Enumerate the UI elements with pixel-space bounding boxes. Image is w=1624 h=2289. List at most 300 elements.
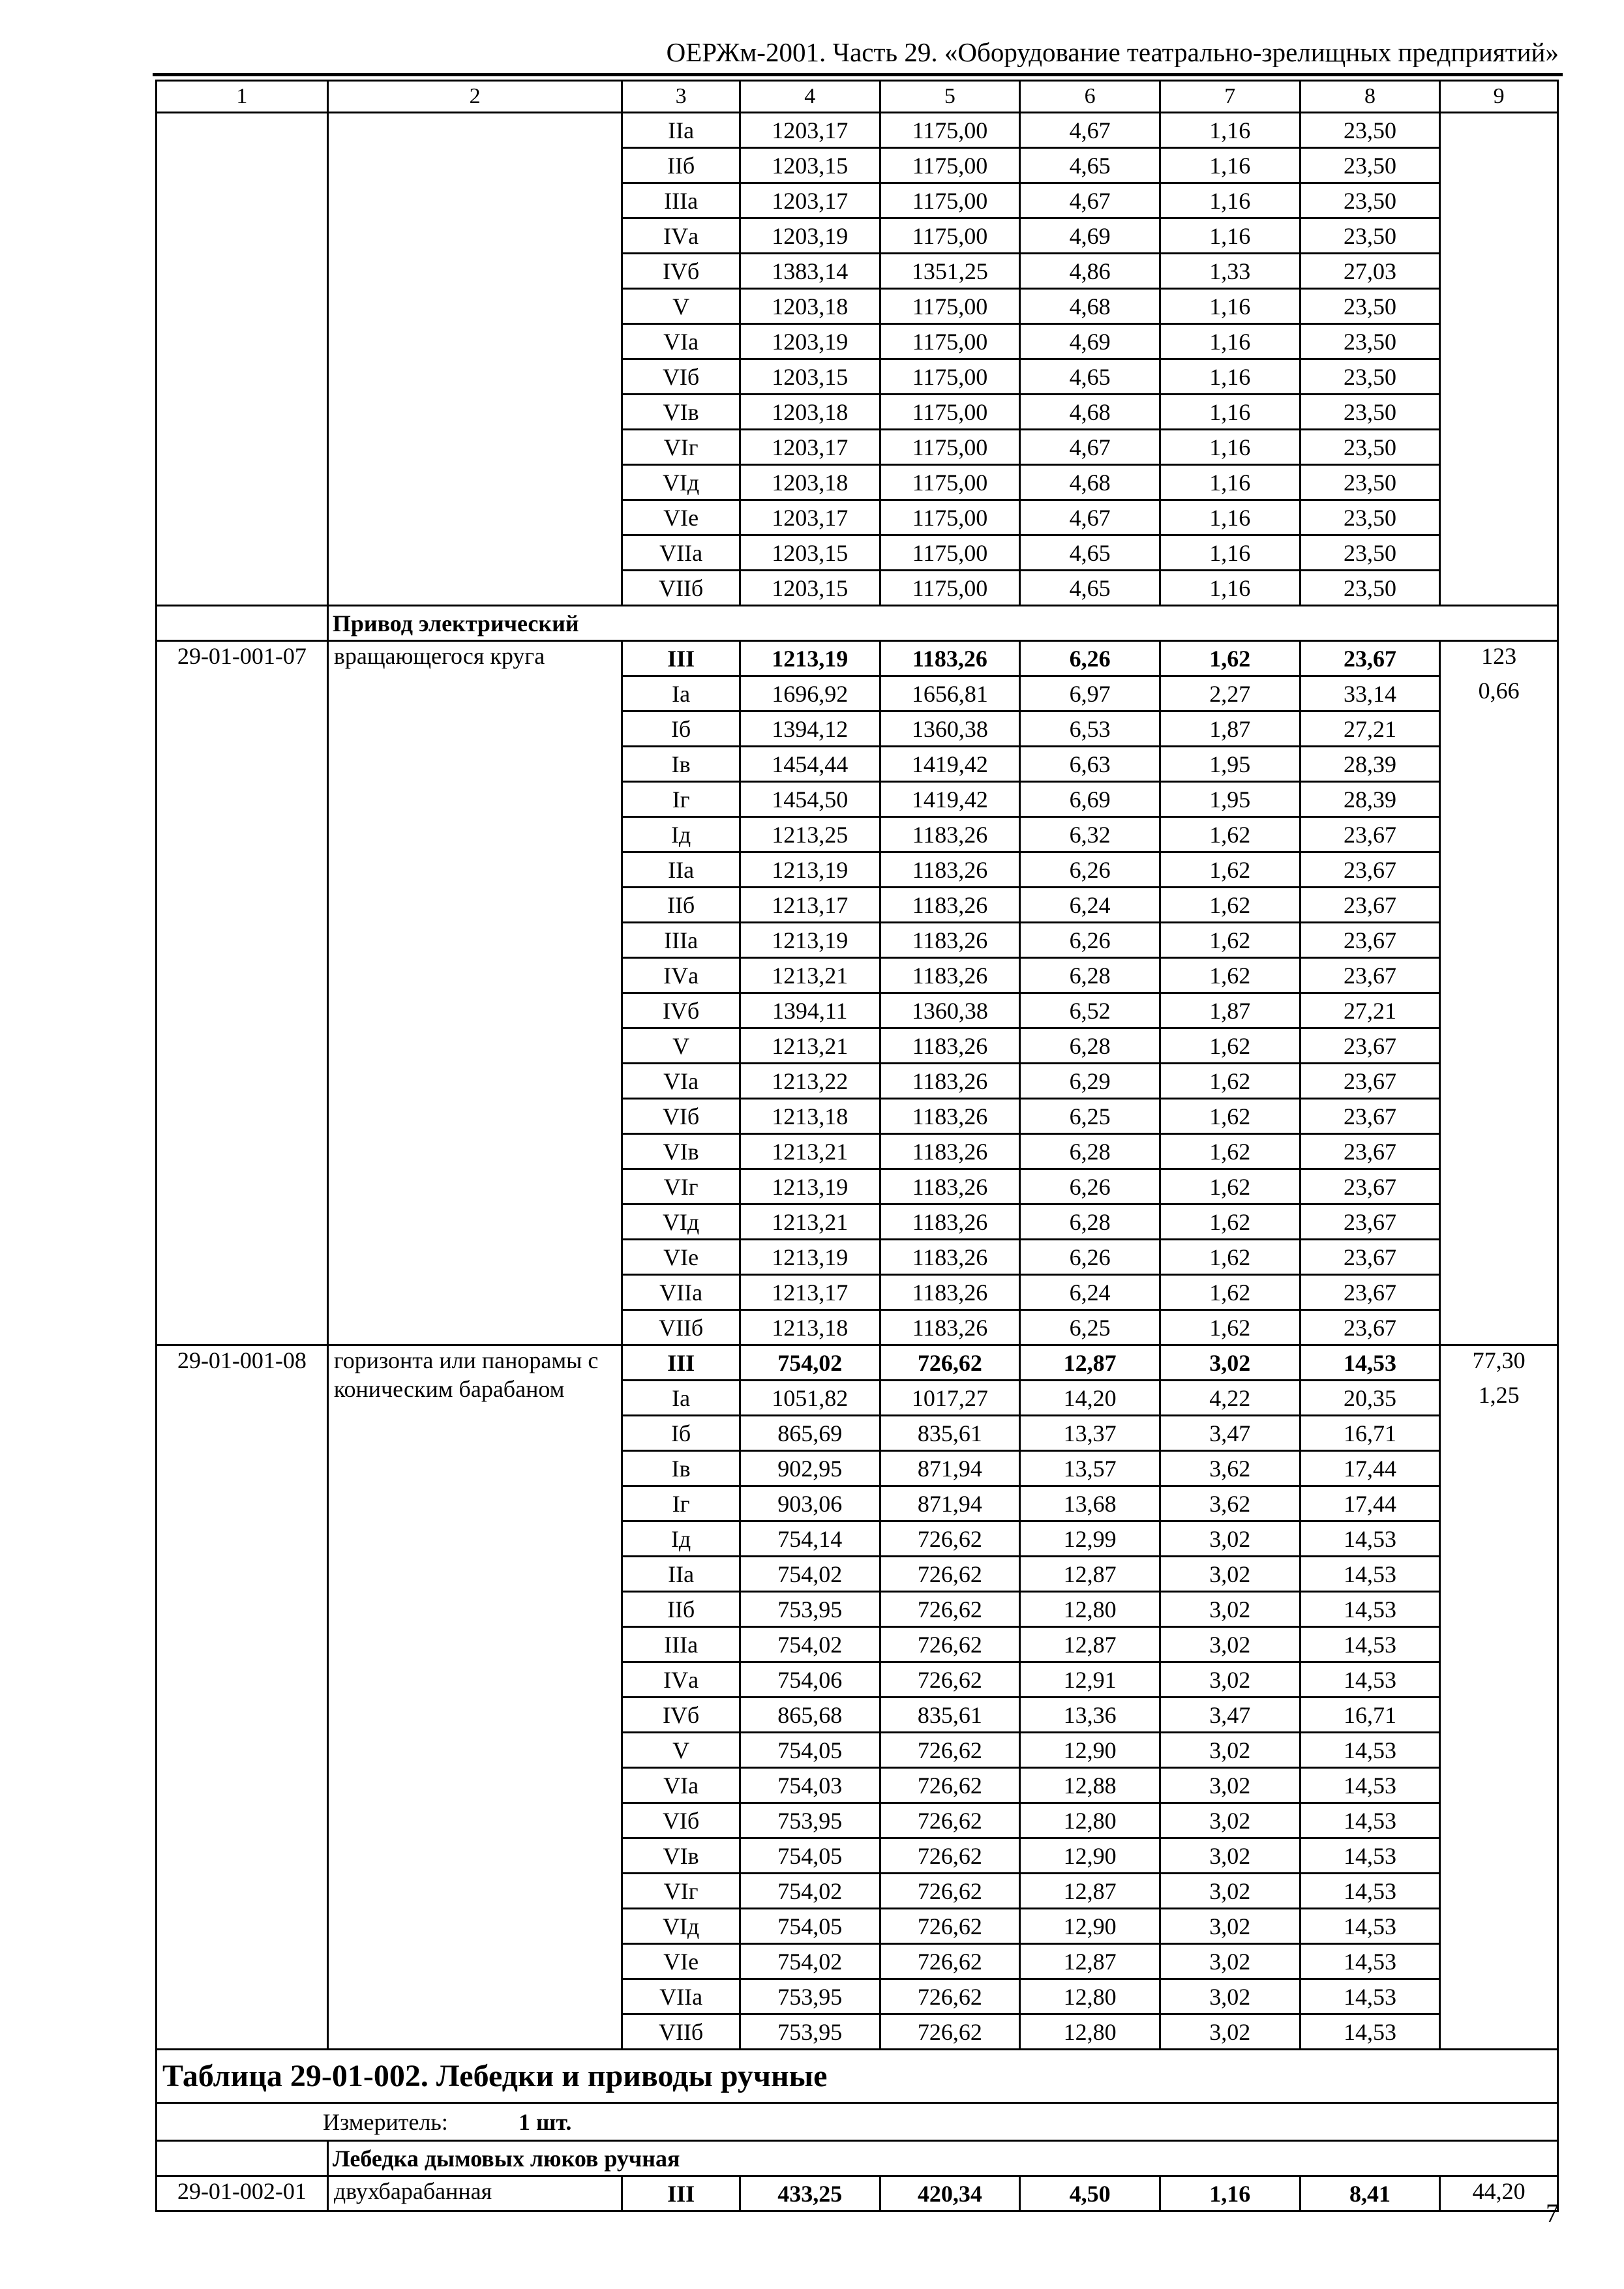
zone-cell: IIа	[622, 852, 740, 888]
value-cell: 1203,15	[740, 359, 880, 395]
value-cell: 12,80	[1020, 1979, 1160, 2014]
value-cell: 13,57	[1020, 1451, 1160, 1486]
value-cell: 3,02	[1160, 1838, 1300, 1874]
value-cell: 1183,26	[880, 888, 1020, 923]
value-cell: 1183,26	[880, 1099, 1020, 1134]
value-cell: 1,87	[1160, 993, 1300, 1028]
value-cell: 4,65	[1020, 148, 1160, 183]
value-cell: 726,62	[880, 1557, 1020, 1592]
value-cell: 1175,00	[880, 535, 1020, 571]
value-cell: 4,65	[1020, 571, 1160, 606]
page-number: 7	[1546, 2198, 1559, 2228]
value-cell: 14,53	[1300, 1838, 1440, 1874]
value-cell: 13,36	[1020, 1698, 1160, 1733]
value-cell: 4,86	[1020, 254, 1160, 289]
value-cell: 726,62	[880, 1521, 1020, 1557]
column-number: 4	[740, 81, 880, 113]
value-cell: 14,53	[1300, 1627, 1440, 1662]
value-cell: 1,62	[1160, 1240, 1300, 1275]
value-cell: 1351,25	[880, 254, 1020, 289]
rate-code: 29-01-001-07	[157, 641, 328, 1345]
value-cell: 1,16	[1160, 465, 1300, 500]
table-row	[157, 2176, 1558, 2211]
col9-cell	[1440, 782, 1558, 817]
zone-cell: VIд	[622, 465, 740, 500]
value-cell: 23,50	[1300, 289, 1440, 324]
value-cell: 1203,18	[740, 289, 880, 324]
value-cell: 754,02	[740, 1627, 880, 1662]
value-cell: 1213,25	[740, 817, 880, 852]
value-cell: 6,25	[1020, 1310, 1160, 1345]
col9-cell	[1440, 1733, 1558, 1768]
value-cell: 726,62	[880, 1944, 1020, 1979]
value-cell: 1017,27	[880, 1381, 1020, 1416]
value-cell: 753,95	[740, 1979, 880, 2014]
value-cell: 14,53	[1300, 1909, 1440, 1944]
value-cell: 1203,15	[740, 148, 880, 183]
value-cell: 1,16	[1160, 218, 1300, 254]
zone-cell: Iг	[622, 1486, 740, 1521]
value-cell: 1183,26	[880, 1169, 1020, 1204]
value-cell: 1175,00	[880, 571, 1020, 606]
value-cell: 835,61	[880, 1416, 1020, 1451]
zone-cell: Iа	[622, 1381, 740, 1416]
zone-cell: IIIа	[622, 183, 740, 218]
value-cell: 1454,50	[740, 782, 880, 817]
section-title: Лебедка дымовых люков ручная	[327, 2141, 1557, 2176]
value-cell: 1,16	[1160, 430, 1300, 465]
value-cell: 4,69	[1020, 324, 1160, 359]
document-header-title: ОЕРЖм-2001. Часть 29. «Оборудование театрально-зрелищных предприятий»	[666, 37, 1559, 67]
value-cell: 14,53	[1300, 1944, 1440, 1979]
column-number: 1	[157, 81, 328, 113]
value-cell: 1203,18	[740, 465, 880, 500]
zone-cell: VIе	[622, 500, 740, 535]
column-number: 8	[1300, 81, 1440, 113]
value-cell: 1,16	[1160, 324, 1300, 359]
value-cell: 6,26	[1020, 1169, 1160, 1204]
value-cell: 6,97	[1020, 676, 1160, 711]
zone-cell: III	[622, 2176, 740, 2211]
value-cell: 23,50	[1300, 218, 1440, 254]
value-cell: 23,50	[1300, 500, 1440, 535]
col9-cell: 77,30	[1440, 1345, 1558, 1381]
value-cell: 23,50	[1300, 183, 1440, 218]
value-cell: 726,62	[880, 1874, 1020, 1909]
value-cell: 23,50	[1300, 395, 1440, 430]
zone-cell: IIIа	[622, 923, 740, 958]
table-row	[157, 1345, 1558, 1381]
value-cell: 23,67	[1300, 1310, 1440, 1345]
value-cell: 3,02	[1160, 2014, 1300, 2050]
zone-cell: V	[622, 1028, 740, 1064]
value-cell: 754,02	[740, 1944, 880, 1979]
value-cell: 1,16	[1160, 395, 1300, 430]
col9-cell	[1440, 113, 1558, 606]
col9-cell	[1440, 1979, 1558, 2014]
value-cell: 1183,26	[880, 1204, 1020, 1240]
value-cell: 12,91	[1020, 1662, 1160, 1698]
value-cell: 1213,21	[740, 1204, 880, 1240]
value-cell: 754,06	[740, 1662, 880, 1698]
value-cell: 1175,00	[880, 183, 1020, 218]
zone-cell: IIб	[622, 1592, 740, 1627]
value-cell: 6,52	[1020, 993, 1160, 1028]
value-cell: 1,62	[1160, 888, 1300, 923]
col9-cell	[1440, 1874, 1558, 1909]
value-cell: 903,06	[740, 1486, 880, 1521]
value-cell: 1419,42	[880, 747, 1020, 782]
value-cell: 3,02	[1160, 1979, 1300, 2014]
value-cell: 726,62	[880, 1662, 1020, 1698]
zone-cell: Iд	[622, 1521, 740, 1557]
zone-cell: VIв	[622, 1838, 740, 1874]
value-cell: 3,02	[1160, 1557, 1300, 1592]
value-cell: 23,50	[1300, 324, 1440, 359]
table-row	[157, 113, 1558, 148]
value-cell: 4,68	[1020, 465, 1160, 500]
value-cell: 1360,38	[880, 993, 1020, 1028]
section-heading-row	[157, 2141, 1558, 2176]
value-cell: 28,39	[1300, 782, 1440, 817]
zone-cell: VIа	[622, 324, 740, 359]
rate-name	[327, 113, 622, 606]
col9-cell	[1440, 1557, 1558, 1592]
value-cell: 1,95	[1160, 747, 1300, 782]
value-cell: 12,90	[1020, 1733, 1160, 1768]
col9-cell	[1440, 1310, 1558, 1345]
value-cell: 835,61	[880, 1698, 1020, 1733]
value-cell: 1183,26	[880, 1064, 1020, 1099]
value-cell: 1383,14	[740, 254, 880, 289]
value-cell: 23,50	[1300, 148, 1440, 183]
value-cell: 1203,15	[740, 535, 880, 571]
zone-cell: Iг	[622, 782, 740, 817]
value-cell: 4,68	[1020, 289, 1160, 324]
zone-cell: VIв	[622, 1134, 740, 1169]
value-cell: 3,02	[1160, 1662, 1300, 1698]
column-number: 6	[1020, 81, 1160, 113]
rate-name: двухбарабанная	[327, 2176, 622, 2211]
value-cell: 1183,26	[880, 1275, 1020, 1310]
value-cell: 4,69	[1020, 218, 1160, 254]
value-cell: 1656,81	[880, 676, 1020, 711]
zone-cell: IVа	[622, 218, 740, 254]
value-cell: 726,62	[880, 1345, 1020, 1381]
section-heading-row	[157, 606, 1558, 641]
col9-cell	[1440, 1521, 1558, 1557]
value-cell: 3,02	[1160, 1592, 1300, 1627]
value-cell: 3,02	[1160, 1874, 1300, 1909]
value-cell: 27,21	[1300, 993, 1440, 1028]
value-cell: 1183,26	[880, 1028, 1020, 1064]
col9-cell: 44,20	[1440, 2176, 1558, 2211]
value-cell: 3,62	[1160, 1451, 1300, 1486]
zone-cell: VIд	[622, 1204, 740, 1240]
zone-cell: IIб	[622, 888, 740, 923]
value-cell: 726,62	[880, 1909, 1020, 1944]
zone-cell: VIв	[622, 395, 740, 430]
value-cell: 1213,18	[740, 1099, 880, 1134]
value-cell: 871,94	[880, 1451, 1020, 1486]
value-cell: 754,03	[740, 1768, 880, 1803]
col9-cell	[1440, 1064, 1558, 1099]
value-cell: 6,26	[1020, 641, 1160, 676]
value-cell: 1213,19	[740, 923, 880, 958]
zone-cell: III	[622, 1345, 740, 1381]
value-cell: 3,02	[1160, 1909, 1300, 1944]
value-cell: 1,62	[1160, 1134, 1300, 1169]
col9-cell	[1440, 923, 1558, 958]
value-cell: 726,62	[880, 1768, 1020, 1803]
zone-cell: VIIа	[622, 1275, 740, 1310]
zone-cell: IVб	[622, 254, 740, 289]
col9-cell	[1440, 852, 1558, 888]
measure-label: Измеритель:	[323, 2108, 448, 2135]
value-cell: 3,47	[1160, 1416, 1300, 1451]
col9-cell	[1440, 1028, 1558, 1064]
value-cell: 14,20	[1020, 1381, 1160, 1416]
value-cell: 1175,00	[880, 465, 1020, 500]
value-cell: 1175,00	[880, 113, 1020, 148]
value-cell: 12,90	[1020, 1909, 1160, 1944]
value-cell: 1394,12	[740, 711, 880, 747]
value-cell: 726,62	[880, 1733, 1020, 1768]
value-cell: 1203,19	[740, 324, 880, 359]
value-cell: 23,67	[1300, 852, 1440, 888]
value-cell: 1203,17	[740, 500, 880, 535]
value-cell: 4,67	[1020, 183, 1160, 218]
zone-cell: VIIб	[622, 571, 740, 606]
col9-cell: 0,66	[1440, 676, 1558, 711]
value-cell: 3,02	[1160, 1768, 1300, 1803]
value-cell: 3,47	[1160, 1698, 1300, 1733]
table-title: Таблица 29-01-002. Лебедки и приводы ручные	[157, 2050, 1558, 2103]
value-cell: 1213,19	[740, 1240, 880, 1275]
value-cell: 17,44	[1300, 1451, 1440, 1486]
value-cell: 23,67	[1300, 923, 1440, 958]
value-cell: 1051,82	[740, 1381, 880, 1416]
value-cell: 23,50	[1300, 535, 1440, 571]
value-cell: 2,27	[1160, 676, 1300, 711]
zone-cell: Iа	[622, 676, 740, 711]
zone-cell: VIг	[622, 430, 740, 465]
col9-cell: 123	[1440, 641, 1558, 676]
value-cell: 1213,21	[740, 1028, 880, 1064]
col9-cell	[1440, 993, 1558, 1028]
value-cell: 23,50	[1300, 113, 1440, 148]
value-cell: 1183,26	[880, 923, 1020, 958]
zone-cell: VIд	[622, 1909, 740, 1944]
measure-value: 1 шт.	[519, 2108, 572, 2135]
value-cell: 1,62	[1160, 1204, 1300, 1240]
value-cell: 1213,19	[740, 852, 880, 888]
zone-cell: VIе	[622, 1240, 740, 1275]
col9-cell	[1440, 1627, 1558, 1662]
col9-cell	[1440, 888, 1558, 923]
value-cell: 753,95	[740, 2014, 880, 2050]
value-cell: 1175,00	[880, 430, 1020, 465]
rate-code: 29-01-001-08	[157, 1345, 328, 2050]
value-cell: 753,95	[740, 1803, 880, 1838]
col9-cell	[1440, 1099, 1558, 1134]
value-cell: 1454,44	[740, 747, 880, 782]
value-cell: 13,37	[1020, 1416, 1160, 1451]
value-cell: 27,03	[1300, 254, 1440, 289]
value-cell: 1696,92	[740, 676, 880, 711]
zone-cell: Iв	[622, 1451, 740, 1486]
value-cell: 1213,22	[740, 1064, 880, 1099]
value-cell: 1394,11	[740, 993, 880, 1028]
value-cell: 1213,17	[740, 888, 880, 923]
value-cell: 1,16	[1160, 289, 1300, 324]
value-cell: 1203,15	[740, 571, 880, 606]
value-cell: 1,62	[1160, 1028, 1300, 1064]
value-cell: 1175,00	[880, 218, 1020, 254]
table-title-row	[157, 2050, 1558, 2103]
column-number: 7	[1160, 81, 1300, 113]
value-cell: 6,24	[1020, 1275, 1160, 1310]
value-cell: 902,95	[740, 1451, 880, 1486]
value-cell: 1183,26	[880, 958, 1020, 993]
value-cell: 4,65	[1020, 359, 1160, 395]
value-cell: 6,53	[1020, 711, 1160, 747]
value-cell: 12,99	[1020, 1521, 1160, 1557]
price-table	[155, 80, 1559, 2212]
value-cell: 1175,00	[880, 359, 1020, 395]
value-cell: 1,16	[1160, 500, 1300, 535]
zone-cell: VIIа	[622, 535, 740, 571]
value-cell: 3,62	[1160, 1486, 1300, 1521]
col9-cell	[1440, 817, 1558, 852]
value-cell: 6,28	[1020, 1134, 1160, 1169]
value-cell: 6,24	[1020, 888, 1160, 923]
value-cell: 1,16	[1160, 183, 1300, 218]
value-cell: 865,68	[740, 1698, 880, 1733]
value-cell: 1175,00	[880, 148, 1020, 183]
zone-cell: Iб	[622, 1416, 740, 1451]
value-cell: 754,14	[740, 1521, 880, 1557]
value-cell: 6,69	[1020, 782, 1160, 817]
value-cell: 33,14	[1300, 676, 1440, 711]
value-cell: 1,62	[1160, 1099, 1300, 1134]
value-cell: 1,62	[1160, 1064, 1300, 1099]
column-number: 3	[622, 81, 740, 113]
value-cell: 14,53	[1300, 1874, 1440, 1909]
zone-cell: IVа	[622, 1662, 740, 1698]
value-cell: 6,26	[1020, 1240, 1160, 1275]
col9-cell	[1440, 1803, 1558, 1838]
value-cell: 14,53	[1300, 1345, 1440, 1381]
value-cell: 16,71	[1300, 1416, 1440, 1451]
value-cell: 3,02	[1160, 1803, 1300, 1838]
value-cell: 754,02	[740, 1557, 880, 1592]
col9-cell	[1440, 1838, 1558, 1874]
zone-cell: V	[622, 1733, 740, 1768]
value-cell: 23,67	[1300, 641, 1440, 676]
value-cell: 23,67	[1300, 958, 1440, 993]
value-cell: 754,02	[740, 1345, 880, 1381]
value-cell: 4,68	[1020, 395, 1160, 430]
value-cell: 23,67	[1300, 888, 1440, 923]
zone-cell: IIIа	[622, 1627, 740, 1662]
zone-cell: VIе	[622, 1944, 740, 1979]
value-cell: 1213,21	[740, 1134, 880, 1169]
value-cell: 12,88	[1020, 1768, 1160, 1803]
value-cell: 865,69	[740, 1416, 880, 1451]
value-cell: 1,33	[1160, 254, 1300, 289]
zone-cell: IVб	[622, 993, 740, 1028]
value-cell: 14,53	[1300, 1803, 1440, 1838]
col9-cell	[1440, 711, 1558, 747]
zone-cell: IIб	[622, 148, 740, 183]
value-cell: 12,80	[1020, 1803, 1160, 1838]
value-cell: 1213,17	[740, 1275, 880, 1310]
zone-cell: IIа	[622, 113, 740, 148]
value-cell: 16,71	[1300, 1698, 1440, 1733]
value-cell: 1183,26	[880, 1310, 1020, 1345]
value-cell: 1183,26	[880, 852, 1020, 888]
section-spacer	[157, 606, 328, 641]
column-number-row	[157, 81, 1558, 113]
value-cell: 14,53	[1300, 1592, 1440, 1627]
value-cell: 726,62	[880, 1627, 1020, 1662]
value-cell: 4,50	[1020, 2176, 1160, 2211]
value-cell: 754,05	[740, 1909, 880, 1944]
value-cell: 3,02	[1160, 1345, 1300, 1381]
value-cell: 12,80	[1020, 1592, 1160, 1627]
value-cell: 1,62	[1160, 641, 1300, 676]
zone-cell: VIа	[622, 1064, 740, 1099]
col9-cell	[1440, 1909, 1558, 1944]
value-cell: 1203,17	[740, 113, 880, 148]
col9-cell	[1440, 1486, 1558, 1521]
zone-cell: V	[622, 289, 740, 324]
value-cell: 726,62	[880, 1592, 1020, 1627]
value-cell: 14,53	[1300, 1662, 1440, 1698]
value-cell: 23,67	[1300, 817, 1440, 852]
value-cell: 1213,21	[740, 958, 880, 993]
col9-cell	[1440, 1134, 1558, 1169]
value-cell: 726,62	[880, 1838, 1020, 1874]
value-cell: 433,25	[740, 2176, 880, 2211]
value-cell: 23,50	[1300, 430, 1440, 465]
value-cell: 1,87	[1160, 711, 1300, 747]
value-cell: 4,67	[1020, 500, 1160, 535]
value-cell: 17,44	[1300, 1486, 1440, 1521]
zone-cell: Iд	[622, 817, 740, 852]
col9-cell	[1440, 2014, 1558, 2050]
value-cell: 23,67	[1300, 1064, 1440, 1099]
value-cell: 3,02	[1160, 1521, 1300, 1557]
value-cell: 12,80	[1020, 2014, 1160, 2050]
value-cell: 8,41	[1300, 2176, 1440, 2211]
table-row	[157, 641, 1558, 676]
value-cell: 1,62	[1160, 1310, 1300, 1345]
value-cell: 6,28	[1020, 958, 1160, 993]
value-cell: 6,32	[1020, 817, 1160, 852]
col9-cell	[1440, 1662, 1558, 1698]
value-cell: 1,62	[1160, 1275, 1300, 1310]
value-cell: 14,53	[1300, 1733, 1440, 1768]
value-cell: 1,16	[1160, 359, 1300, 395]
zone-cell: IVа	[622, 958, 740, 993]
value-cell: 23,67	[1300, 1099, 1440, 1134]
col9-cell	[1440, 1204, 1558, 1240]
header-rule	[153, 73, 1563, 76]
value-cell: 23,67	[1300, 1275, 1440, 1310]
value-cell: 23,67	[1300, 1240, 1440, 1275]
